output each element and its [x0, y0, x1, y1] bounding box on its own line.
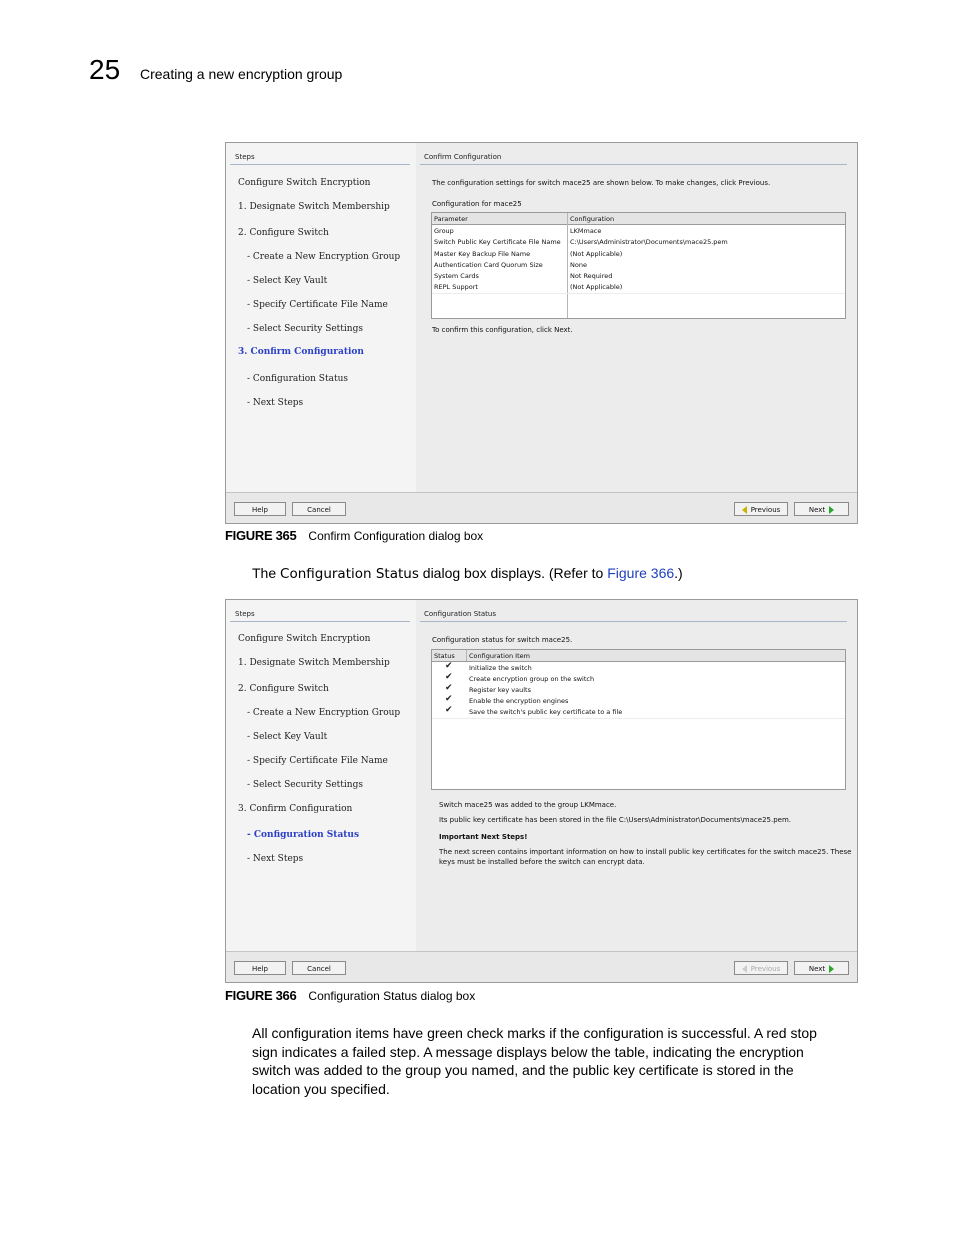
table-cell: REPL Support — [434, 283, 478, 291]
check-icon: ✔ — [445, 683, 453, 693]
dialog-footer — [226, 951, 857, 982]
arrow-left-icon — [742, 965, 747, 973]
previous-button[interactable] — [734, 502, 788, 516]
confirm-text: To confirm this configuration, click Next. — [432, 326, 573, 334]
previous-label: Previous — [750, 506, 781, 514]
configuration-table[interactable] — [431, 212, 846, 319]
paragraph — [252, 564, 862, 584]
cancel-button[interactable]: Cancel — [292, 502, 346, 516]
step-configure-switch-encryption: Configure Switch Encryption — [238, 178, 371, 188]
check-icon: ✔ — [445, 705, 453, 715]
certificate-message: Its public key certificate has been stored in the file C:\Users\Administrator\Documents\mace25.pem. — [439, 816, 791, 824]
status-table[interactable] — [431, 649, 846, 790]
next-button[interactable] — [794, 961, 849, 975]
step-confirm-configuration: 3. Confirm Configuration — [238, 347, 364, 357]
figure-label: FIGURE 366 — [225, 988, 297, 1003]
divider — [420, 621, 847, 622]
text: dialog box displays. (Refer to — [418, 565, 608, 581]
next-button[interactable] — [794, 502, 849, 516]
table-cell: Save the switch's public key certificate to a file — [469, 708, 623, 716]
table-cell: Authentication Card Quorum Size — [434, 261, 543, 269]
paragraph-line: All configuration items have green check marks if the configuration is successful. A red stop — [252, 1025, 817, 1041]
table-label: Configuration for mace25 — [432, 200, 522, 208]
table-cell: Create encryption group on the switch — [469, 675, 595, 683]
important-text: The next screen contains important information on how to install public key certificates for the switch mace25. These — [439, 848, 852, 856]
step-select-security-settings: - Select Security Settings — [247, 780, 363, 790]
paragraph-line: location you specified. — [252, 1080, 390, 1097]
check-icon: ✔ — [445, 694, 453, 704]
ui-term: Configuration Status — [280, 566, 419, 582]
step-specify-certificate-file-name: - Specify Certificate File Name — [247, 756, 388, 766]
step-select-security-settings: - Select Security Settings — [247, 324, 363, 334]
previous-button[interactable] — [734, 961, 788, 975]
step-create-encryption-group: - Create a New Encryption Group — [247, 252, 401, 262]
table-cell: Switch Public Key Certificate File Name — [434, 238, 561, 246]
cancel-button[interactable]: Cancel — [292, 961, 346, 975]
help-button[interactable]: Help — [234, 961, 286, 975]
content-title: Configuration Status — [424, 610, 497, 618]
step-next-steps: - Next Steps — [247, 854, 304, 864]
configuration-status-dialog — [225, 599, 858, 983]
step-configure-switch: 2. Configure Switch — [238, 228, 329, 238]
intro-text: The configuration settings for switch mace25 are shown below. To make changes, click Previous. — [432, 179, 771, 187]
check-icon: ✔ — [445, 672, 453, 682]
steps-pane — [226, 143, 416, 493]
step-configure-switch-encryption: Configure Switch Encryption — [238, 634, 371, 644]
paragraph — [252, 1024, 862, 1098]
arrow-left-icon — [742, 506, 747, 514]
step-configure-switch: 2. Configure Switch — [238, 684, 329, 694]
column-header-status[interactable]: Status — [434, 652, 455, 660]
table-cell: Group — [434, 227, 454, 235]
result-message: Switch mace25 was added to the group LKMmace. — [439, 801, 617, 809]
next-label: Next — [808, 965, 826, 973]
figure-caption-365 — [225, 528, 483, 543]
divider — [230, 621, 410, 622]
text: The — [252, 565, 281, 581]
table-cell: LKMmace — [570, 227, 602, 235]
dialog-footer — [226, 492, 857, 523]
figure-caption-text: Configuration Status dialog box — [308, 989, 476, 1003]
content-pane — [416, 600, 857, 952]
column-header-configuration-item[interactable]: Configuration Item — [469, 652, 530, 660]
divider — [230, 164, 410, 165]
steps-pane — [226, 600, 416, 952]
table-cell: Initialize the switch — [469, 664, 532, 672]
paragraph-line: sign indicates a failed step. A message displays below the table, indicating the encryption — [252, 1043, 804, 1060]
figure-link[interactable]: Figure 366 — [607, 565, 675, 581]
step-select-key-vault: - Select Key Vault — [247, 276, 328, 286]
step-create-encryption-group: - Create a New Encryption Group — [247, 708, 401, 718]
table-cell: Enable the encryption engines — [469, 697, 569, 705]
previous-label: Previous — [750, 965, 781, 973]
help-button[interactable]: Help — [234, 502, 286, 516]
table-cell: Not Required — [570, 272, 613, 280]
text: .) — [674, 565, 683, 581]
divider — [420, 164, 847, 165]
column-header-configuration[interactable]: Configuration — [570, 215, 615, 223]
step-select-key-vault: - Select Key Vault — [247, 732, 328, 742]
next-label: Next — [808, 506, 826, 514]
chapter-title: Creating a new encryption group — [140, 66, 343, 82]
figure-caption-text: Confirm Configuration dialog box — [308, 529, 484, 543]
figure-label: FIGURE 365 — [225, 528, 297, 543]
table-cell: C:\Users\Administrator\Documents\mace25.pem — [570, 238, 728, 246]
table-cell: (Not Applicable) — [570, 250, 623, 258]
step-configuration-status: - Configuration Status — [247, 374, 348, 384]
arrow-right-icon — [829, 506, 834, 514]
arrow-right-icon — [829, 965, 834, 973]
chapter-number: 25 — [89, 54, 121, 85]
table-cell: Register key vaults — [469, 686, 531, 694]
content-title: Confirm Configuration — [424, 153, 502, 161]
step-confirm-configuration: 3. Confirm Configuration — [238, 804, 353, 814]
check-icon: ✔ — [445, 661, 453, 671]
steps-title: Steps — [235, 153, 255, 161]
paragraph-line: switch was added to the group you named, and the public key certificate is stored in the — [252, 1062, 794, 1078]
table-cell: None — [570, 261, 587, 269]
important-title: Important Next Steps! — [439, 833, 528, 841]
step-specify-certificate-file-name: - Specify Certificate File Name — [247, 300, 388, 310]
step-next-steps: - Next Steps — [247, 398, 304, 408]
table-cell: (Not Applicable) — [570, 283, 623, 291]
step-configuration-status: - Configuration Status — [247, 830, 360, 840]
figure-caption-366 — [225, 988, 475, 1003]
column-separator — [567, 213, 568, 318]
important-text: keys must be installed before the switch can encrypt data. — [439, 858, 645, 866]
table-cell: System Cards — [434, 272, 479, 280]
table-cell: Master Key Backup File Name — [434, 250, 531, 258]
table-header — [432, 213, 845, 225]
column-separator — [466, 650, 467, 661]
steps-title: Steps — [235, 610, 255, 618]
divider — [432, 718, 845, 719]
column-header-parameter[interactable]: Parameter — [434, 215, 468, 223]
confirm-configuration-dialog — [225, 142, 858, 524]
step-designate-switch-membership: 1. Designate Switch Membership — [238, 202, 390, 212]
content-pane — [416, 143, 857, 493]
step-designate-switch-membership: 1. Designate Switch Membership — [238, 658, 390, 668]
divider — [432, 293, 845, 294]
intro-text: Configuration status for switch mace25. — [432, 636, 573, 644]
